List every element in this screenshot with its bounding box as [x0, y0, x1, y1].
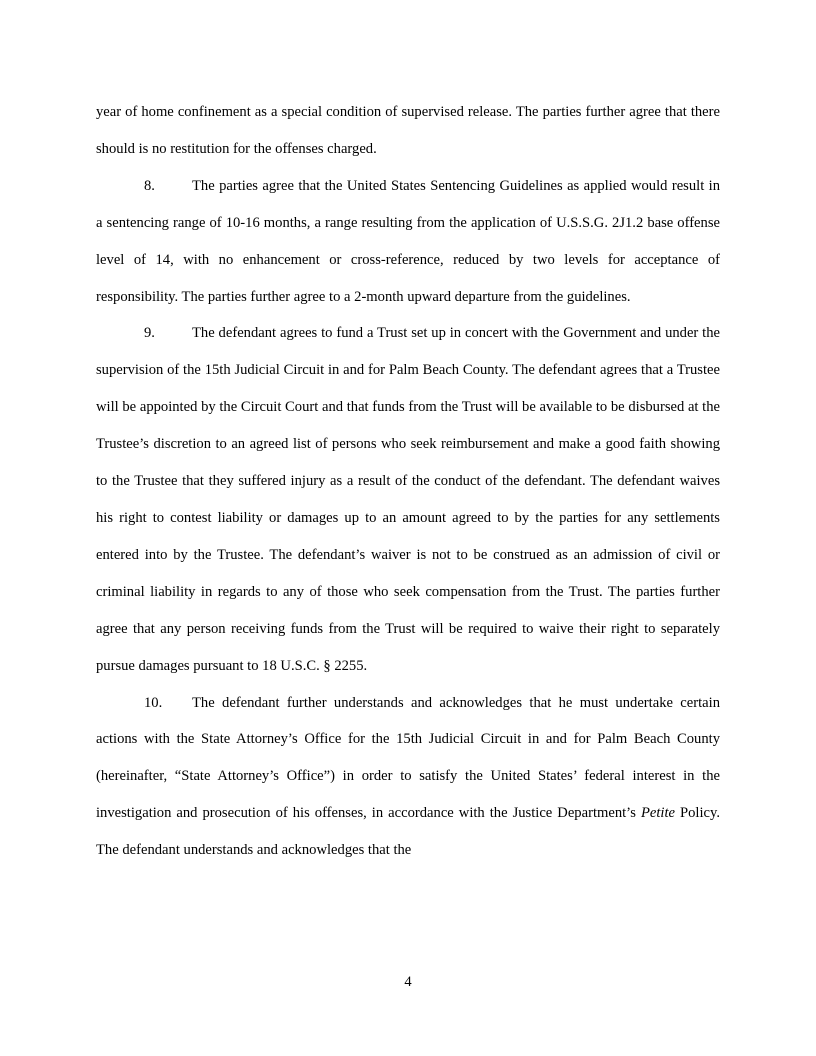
- paragraph-9: [96, 315, 720, 684]
- paragraph-10: [96, 685, 720, 870]
- document-body: [96, 94, 720, 869]
- paragraph-text-continued: Policy. The defendant understands and acknowledges that the: [96, 805, 720, 859]
- paragraph-number: 8.: [144, 177, 155, 194]
- paragraph-number: 10.: [144, 694, 163, 711]
- petite-policy-italic: Petite: [640, 805, 675, 822]
- paragraph-text: The defendant further understands and acknowledges that he must undertake certain actions with the State Attorney’s Office for the 15th Judicial Circuit in and for Palm Beach County (hereinafter, “State Attorney’s Office”) in order to satisfy the United States’ federal interest in the investigation and prosecution of his offenses, in accordance with the Justice Department’s: [96, 694, 720, 822]
- paragraph-8: [96, 168, 720, 316]
- paragraph-text: The parties agree that the United States Sentencing Guidelines as applied would result in a sentencing range of 10-16 months, a range resulting from the application of U.S.S.G. 2J1.2 base offense level of 14, with no enhancement or cross-reference, reduced by two levels for acceptance of responsibility. The parties further agree to a 2-month upward departure from the guidelines.: [96, 177, 720, 305]
- page-number: 4: [404, 974, 412, 990]
- continuation-paragraph: year of home confinement as a special condition of supervised release. The parties further agree that there should is no restitution for the offenses charged.: [96, 104, 720, 157]
- paragraph-number: 9.: [144, 325, 155, 342]
- paragraph-text: The defendant agrees to fund a Trust set up in concert with the Government and under the supervision of the 15th Judicial Circuit in and for Palm Beach County. The defendant agrees that a Trustee will be appointed by the Circuit Court and that funds from the Trust will be available to be disbursed at the Trustee’s discretion to an agreed list of persons who seek reimbursement and make a good faith showing to the Trustee that they suffered injury as a result of the conduct of the defendant. The defendant waives his right to contest liability or damages up to an amount agreed to by the parties for any settlements entered into by the Trustee. The defendant’s waiver is not to be construed as an admission of civil or criminal liability in regards to any of those who seek compensation from the Trust. The parties further agree that any person receiving funds from the Trust will be required to waive their right to separately pursue damages pursuant to 18 U.S.C. § 2255.: [96, 325, 720, 674]
